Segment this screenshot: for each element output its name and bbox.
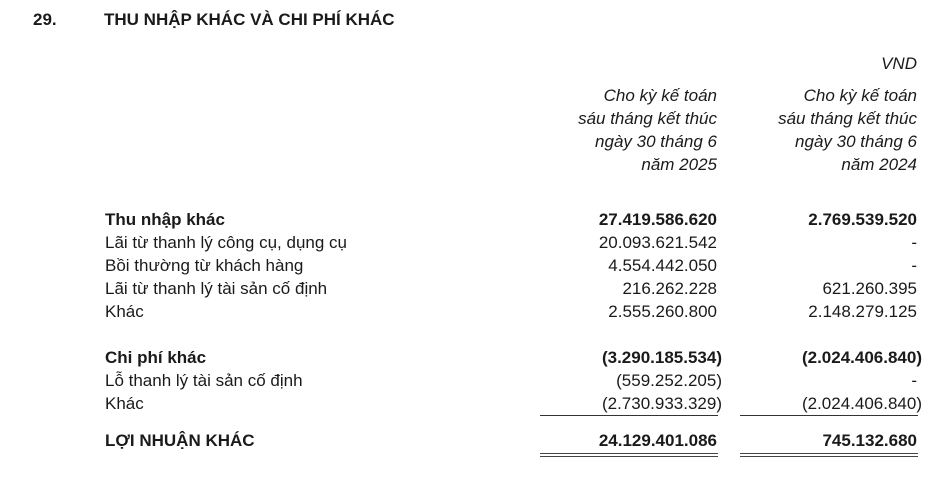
table-row xyxy=(0,254,945,277)
row-label: Thu nhập khác xyxy=(105,210,225,229)
value-2025: (559.252.205) xyxy=(616,371,722,390)
row-label: Lãi từ thanh lý công cụ, dụng cụ xyxy=(105,233,347,252)
table-row-other-profit-total xyxy=(0,429,945,452)
row-label: Khác xyxy=(105,394,144,413)
value-2024: 2.769.539.520 xyxy=(808,210,917,229)
row-label: Khác xyxy=(105,302,144,321)
row-label: LỢI NHUẬN KHÁC xyxy=(105,431,255,450)
column-header-2024: Cho kỳ kế toán sáu tháng kết thúc ngày 30 tháng 6 năm 2024 xyxy=(778,86,917,174)
value-2024: 621.260.395 xyxy=(822,279,917,298)
row-label: Lãi từ thanh lý tài sản cố định xyxy=(105,279,328,298)
table-row xyxy=(0,392,945,415)
value-2024: - xyxy=(911,233,917,252)
value-2025: 216.262.228 xyxy=(622,279,717,298)
value-2025: 20.093.621.542 xyxy=(598,233,717,252)
table-row xyxy=(0,300,945,323)
value-2025: 24.129.401.086 xyxy=(598,431,717,450)
value-2024: 745.132.680 xyxy=(822,431,917,450)
section-title: THU NHẬP KHÁC VÀ CHI PHÍ KHÁC xyxy=(104,10,395,29)
value-2025: 4.554.442.050 xyxy=(608,256,717,275)
total-double-rule-2024 xyxy=(740,453,918,457)
subtotal-rule-2024 xyxy=(740,415,918,416)
value-2024: (2.024.406.840) xyxy=(801,348,922,367)
column-header-2025: Cho kỳ kế toán sáu tháng kết thúc ngày 30 tháng 6 năm 2025 xyxy=(578,86,717,174)
value-2024: 2.148.279.125 xyxy=(808,302,917,321)
table-row-other-expense-total xyxy=(0,346,945,369)
row-label: Bồi thường từ khách hàng xyxy=(105,256,304,275)
value-2024: (2.024.406.840) xyxy=(801,394,922,413)
value-2024: - xyxy=(911,256,917,275)
value-2024: - xyxy=(911,371,917,390)
table-row-other-income-total xyxy=(0,208,945,231)
value-2025: (2.730.933.329) xyxy=(601,394,722,413)
table-row xyxy=(0,277,945,300)
subtotal-rule-2025 xyxy=(540,415,718,416)
currency-unit: VND xyxy=(881,54,917,73)
section-number: 29. xyxy=(33,10,57,29)
value-2025: 27.419.586.620 xyxy=(598,210,717,229)
row-label: Chi phí khác xyxy=(105,348,207,367)
total-double-rule-2025 xyxy=(540,453,718,457)
table-row xyxy=(0,231,945,254)
row-label: Lỗ thanh lý tài sản cố định xyxy=(105,371,303,390)
value-2025: (3.290.185.534) xyxy=(601,348,722,367)
value-2025: 2.555.260.800 xyxy=(608,302,717,321)
table-row xyxy=(0,369,945,392)
